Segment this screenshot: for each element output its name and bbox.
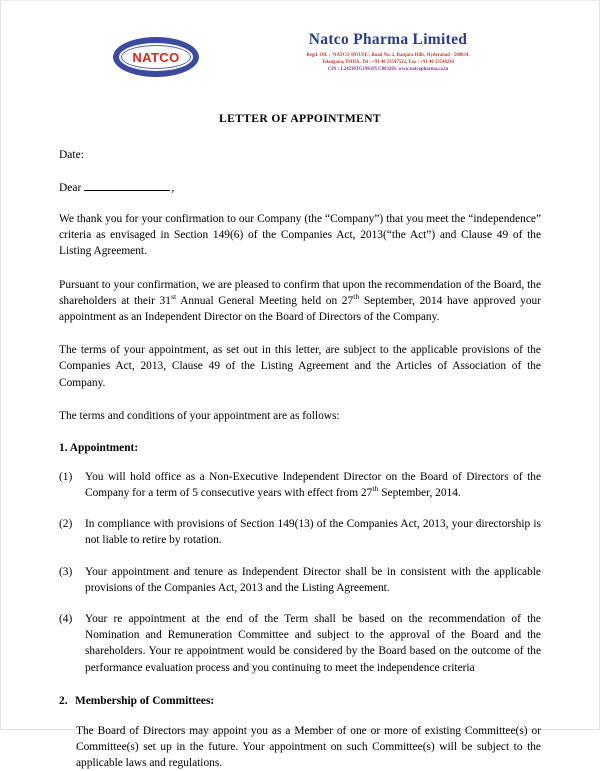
list-item-text-part-1: You will hold office as a Non-Executive Independent Director on the Board of Directors of the Company for a term of 5 consecutive years with effect from 27 bbox=[85, 470, 541, 500]
appointment-items-list bbox=[59, 469, 541, 676]
paragraph-2-ordinal-1: st bbox=[170, 291, 177, 301]
list-item-marker: (4) bbox=[59, 613, 73, 625]
section-title: Membership of Committees: bbox=[75, 694, 215, 707]
list-item-ordinal: th bbox=[372, 484, 379, 494]
paragraph-2-part-2: Annual General Meeting held on 27 bbox=[176, 294, 354, 307]
paragraph-2 bbox=[59, 277, 541, 326]
list-item-marker: (2) bbox=[59, 518, 73, 531]
section-heading-committees bbox=[59, 695, 541, 707]
page-title: LETTER OF APPOINTMENT bbox=[219, 113, 381, 125]
list-item-text: Your re appointment at the end of the Term shall be based on the recommendation of the Nomination and Remuneration Committee and subject to the approval of the Board and the shareholders. Your re appointment would be considered by the Board based on the outcome of the performance evaluation process and you continuing to meet the independence criteria bbox=[85, 613, 541, 674]
section-heading-appointment: 1. Appointment: bbox=[59, 441, 139, 454]
section-number: 2. bbox=[59, 694, 68, 707]
committees-body: The Board of Directors may appoint you as a Member of one or more of existing Committee(s) or Committee(s) set up in the future. Your appointment on such Committee(s) will be subject to the applicable laws and regulations. bbox=[76, 724, 541, 770]
paragraph-3: The terms of your appointment, as set out in this letter, are subject to the applicable provisions of the Companies Act, 2013, Clause 49 of the Listing Agreement and the Articles of Association of the Company. bbox=[59, 344, 541, 389]
paragraph-2-part-1: Pursuant to your confirmation, we are pleased to confirm that upon the recommendation of the Board, the shareholders at their 31 bbox=[59, 278, 541, 307]
address-line-3-cin: CIN : L24230TG1981PLC003201. www.natcopharma.co.in bbox=[327, 67, 449, 73]
name-blank-rule bbox=[84, 181, 170, 191]
paragraph-2-part-3: September, 2014 have approved your appointment as an Independent Director on the Board of Directors of the Company. bbox=[59, 294, 542, 323]
document-body bbox=[1, 149, 599, 771]
company-address bbox=[263, 52, 513, 74]
list-item bbox=[59, 516, 541, 548]
salutation-label: Dear bbox=[59, 182, 82, 194]
address-line-2: Telangana, INDIA. Tel : +91 40 23547532, Fax : +91 40 23548243 bbox=[321, 60, 455, 66]
natco-logo bbox=[113, 37, 199, 77]
date-label: Date: bbox=[59, 149, 84, 161]
list-item-text: In compliance with provisions of Section 149(13) of the Companies Act, 2013, your directorship is not liable to retire by rotation. bbox=[85, 518, 541, 547]
list-item-marker: (3) bbox=[59, 565, 73, 578]
list-item bbox=[59, 469, 541, 501]
list-item-text-part-2: September, 2014. bbox=[378, 487, 461, 500]
list-item bbox=[59, 611, 541, 676]
salutation-field bbox=[59, 181, 541, 194]
logo-ellipse-icon bbox=[113, 37, 199, 77]
paragraph-4: The terms and conditions of your appointment are as follows: bbox=[59, 409, 340, 422]
address-line-1: Regd. Off. : 'NATCO HOUSE', Road No. 2, Banjara Hills, Hyderabad - 500034. bbox=[306, 52, 470, 58]
list-item bbox=[59, 564, 541, 596]
list-item-marker: (1) bbox=[59, 470, 73, 483]
company-name: Natco Pharma Limited bbox=[308, 31, 468, 48]
date-field bbox=[59, 149, 541, 161]
letterhead bbox=[1, 1, 599, 87]
logo-wordmark: NATCO bbox=[132, 49, 180, 65]
salutation-comma: , bbox=[171, 182, 175, 194]
company-identity bbox=[263, 31, 513, 74]
paragraph-2-ordinal-2: th bbox=[353, 291, 360, 301]
paragraph-1: We thank you for your confirmation to our Company (the “Company”) that you meet the “independence” criteria as envisaged in Section 149(6) of the Companies Act, 2013(“the Act”) and Clause 49 of the Listing Agreement. bbox=[59, 213, 541, 258]
list-item-text: Your appointment and tenure as Independent Director shall be in consistent with the applicable provisions of the Companies Act, 2013 and the Listing Agreement. bbox=[85, 565, 541, 594]
